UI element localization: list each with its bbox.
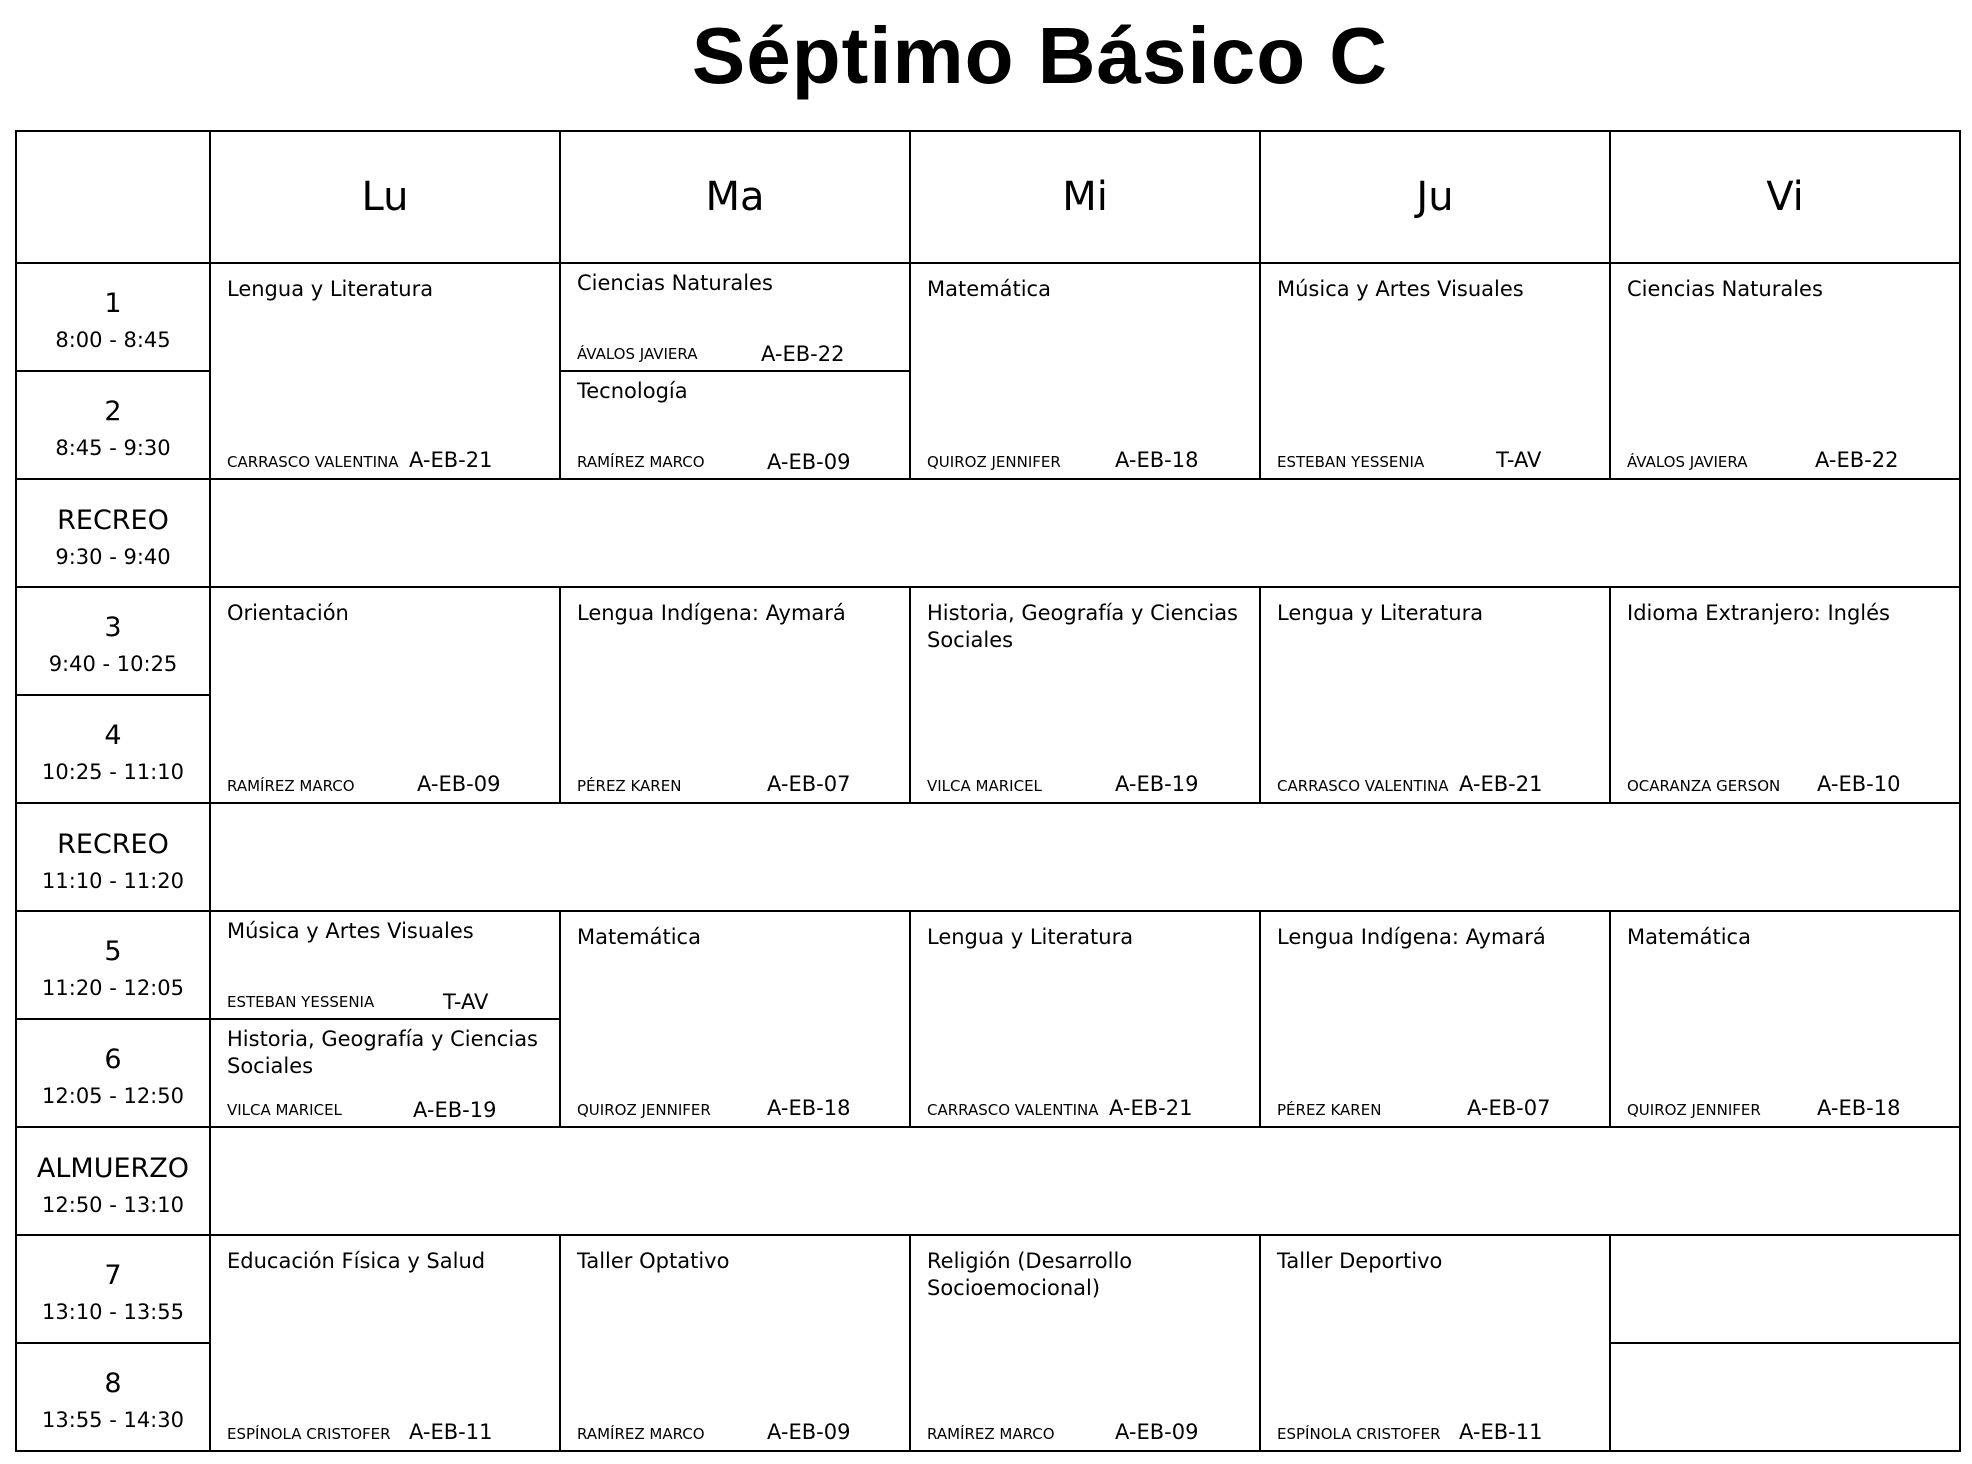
- subject-name: Música y Artes Visuales: [1277, 277, 1524, 301]
- teacher-name: QUIROZ JENNIFER: [1627, 1101, 1761, 1119]
- corner-cell: [16, 131, 210, 263]
- teacher-name: RAMÍREZ MARCO: [227, 777, 355, 795]
- period-time: 9:40 - 10:25: [48, 652, 178, 676]
- room-code: A-EB-07: [1467, 1096, 1551, 1120]
- room-code: A-EB-18: [1817, 1096, 1901, 1120]
- teacher-name: CARRASCO VALENTINA: [927, 1101, 1099, 1119]
- class-cell: [1260, 911, 1610, 1127]
- subject-name: Taller Optativo: [577, 1249, 730, 1273]
- class-cell: [560, 587, 910, 803]
- room-code: A-EB-21: [1459, 772, 1543, 796]
- break-row: [16, 479, 1960, 587]
- room-code: A-EB-21: [409, 448, 493, 472]
- break-row: [16, 1127, 1960, 1235]
- break-cell: [210, 1127, 1960, 1235]
- class-cell: [1260, 1235, 1610, 1451]
- subject-name: Orientación: [227, 601, 349, 625]
- subject-name: Matemática: [577, 925, 701, 949]
- day-header-ju: Ju: [1260, 131, 1610, 263]
- class-cell: [1610, 587, 1960, 803]
- break-name: ALMUERZO: [36, 1153, 190, 1184]
- period-time: 8:00 - 8:45: [55, 328, 171, 352]
- period-label-8: [16, 1343, 210, 1451]
- room-code: T-AV: [443, 990, 489, 1014]
- subject-name: Educación Física y Salud: [227, 1249, 486, 1273]
- day-header-mi: Mi: [910, 131, 1260, 263]
- day-header-ma: Ma: [560, 131, 910, 263]
- room-code: T-AV: [1496, 448, 1542, 472]
- period-number: 5: [104, 936, 122, 967]
- subject-name: Lengua Indígena: Aymará: [577, 601, 846, 625]
- period-time: 13:10 - 13:55: [42, 1300, 184, 1324]
- class-cell: [560, 263, 910, 371]
- room-code: A-EB-09: [1115, 1420, 1199, 1444]
- period-number: 6: [104, 1044, 122, 1075]
- break-name: RECREO: [57, 829, 169, 860]
- teacher-name: PÉREZ KAREN: [1277, 1101, 1382, 1119]
- room-code: A-EB-09: [417, 772, 501, 796]
- class-cell: [910, 587, 1260, 803]
- schedule-row: [16, 1235, 1960, 1343]
- day-header-vi: Vi: [1610, 131, 1960, 263]
- subject-name: Ciencias Naturales: [577, 271, 773, 295]
- break-time: 12:50 - 13:10: [42, 1193, 184, 1217]
- teacher-name: QUIROZ JENNIFER: [577, 1101, 711, 1119]
- break-name: RECREO: [57, 505, 169, 536]
- teacher-name: ESPÍNOLA CRISTOFER: [227, 1425, 391, 1443]
- break-cell: [210, 479, 1960, 587]
- schedule-row: [16, 587, 1960, 695]
- subject-name: Tecnología: [577, 379, 688, 403]
- period-number: 2: [104, 396, 122, 427]
- period-label-6: [16, 1019, 210, 1127]
- class-cell: [1610, 263, 1960, 479]
- schedule-table: [15, 130, 1961, 1452]
- room-code: A-EB-19: [413, 1098, 497, 1122]
- class-cell: [560, 1235, 910, 1451]
- teacher-name: OCARANZA GERSON: [1627, 777, 1781, 795]
- period-number: 1: [104, 288, 122, 319]
- schedule-row: [16, 911, 1960, 1019]
- class-cell: [910, 263, 1260, 479]
- class-cell: [1260, 263, 1610, 479]
- break-label: [16, 1127, 210, 1235]
- room-code: A-EB-18: [1115, 448, 1199, 472]
- room-code: A-EB-09: [767, 1420, 851, 1444]
- room-code: A-EB-22: [761, 342, 845, 366]
- teacher-name: ESPÍNOLA CRISTOFER: [1277, 1425, 1441, 1443]
- teacher-name: PÉREZ KAREN: [577, 777, 682, 795]
- teacher-name: ÁVALOS JAVIERA: [577, 345, 698, 363]
- class-cell: [910, 1235, 1260, 1451]
- subject-name: Lengua Indígena: Aymará: [1277, 925, 1546, 949]
- empty-cell: [1610, 1235, 1960, 1343]
- room-code: A-EB-18: [767, 1096, 851, 1120]
- room-code: A-EB-11: [1459, 1420, 1543, 1444]
- period-number: 4: [104, 720, 122, 751]
- period-time: 8:45 - 9:30: [55, 436, 171, 460]
- room-code: A-EB-21: [1109, 1096, 1193, 1120]
- break-label: [16, 479, 210, 587]
- subject-name: Música y Artes Visuales: [227, 919, 474, 943]
- teacher-name: QUIROZ JENNIFER: [927, 453, 1061, 471]
- room-code: A-EB-07: [767, 772, 851, 796]
- period-label-4: [16, 695, 210, 803]
- teacher-name: RAMÍREZ MARCO: [577, 453, 705, 471]
- teacher-name: RAMÍREZ MARCO: [577, 1425, 705, 1443]
- period-number: 3: [104, 612, 122, 643]
- break-time: 11:10 - 11:20: [42, 869, 184, 893]
- teacher-name: ESTEBAN YESSENIA: [1277, 453, 1425, 471]
- subject-name: Matemática: [927, 277, 1051, 301]
- teacher-name: CARRASCO VALENTINA: [1277, 777, 1449, 795]
- room-code: A-EB-11: [409, 1420, 493, 1444]
- subject-name: Religión (Desarrollo Socioemocional): [927, 1249, 1133, 1300]
- teacher-name: VILCA MARICEL: [927, 777, 1042, 795]
- subject-name: Historia, Geografía y Ciencias Sociales: [927, 601, 1239, 652]
- class-cell: [210, 263, 560, 479]
- class-cell: [210, 587, 560, 803]
- period-time: 13:55 - 14:30: [42, 1408, 184, 1432]
- teacher-name: RAMÍREZ MARCO: [927, 1425, 1055, 1443]
- break-label: [16, 803, 210, 911]
- class-cell: [560, 371, 910, 479]
- class-cell: [560, 911, 910, 1127]
- subject-name: Idioma Extranjero: Inglés: [1627, 601, 1891, 625]
- subject-name: Historia, Geografía y Ciencias Sociales: [227, 1027, 539, 1078]
- class-cell: [210, 911, 560, 1019]
- break-cell: [210, 803, 1960, 911]
- room-code: A-EB-10: [1817, 772, 1901, 796]
- subject-name: Taller Deportivo: [1277, 1249, 1443, 1273]
- teacher-name: ÁVALOS JAVIERA: [1627, 453, 1748, 471]
- class-cell: [210, 1019, 560, 1127]
- subject-name: Ciencias Naturales: [1627, 277, 1823, 301]
- class-cell: [910, 911, 1260, 1127]
- schedule-row: [16, 263, 1960, 371]
- teacher-name: VILCA MARICEL: [227, 1101, 342, 1119]
- period-number: 7: [104, 1260, 122, 1291]
- period-time: 11:20 - 12:05: [42, 976, 184, 1000]
- break-row: [16, 803, 1960, 911]
- period-time: 12:05 - 12:50: [42, 1084, 184, 1108]
- subject-name: Matemática: [1627, 925, 1751, 949]
- subject-name: Lengua y Literatura: [927, 925, 1134, 949]
- period-time: 10:25 - 11:10: [42, 760, 184, 784]
- room-code: A-EB-22: [1815, 448, 1899, 472]
- header-row: [16, 131, 1960, 263]
- period-label-5: [16, 911, 210, 1019]
- period-label-2: [16, 371, 210, 479]
- period-number: 8: [104, 1368, 122, 1399]
- class-cell: [1260, 587, 1610, 803]
- period-label-1: [16, 263, 210, 371]
- teacher-name: ESTEBAN YESSENIA: [227, 993, 375, 1011]
- subject-name: Lengua y Literatura: [227, 277, 434, 301]
- class-cell: [1610, 911, 1960, 1127]
- empty-cell: [1610, 1343, 1960, 1451]
- period-label-3: [16, 587, 210, 695]
- page-title: Séptimo Básico C: [691, 11, 1389, 100]
- room-code: A-EB-19: [1115, 772, 1199, 796]
- period-label-7: [16, 1235, 210, 1343]
- class-cell: [210, 1235, 560, 1451]
- subject-name: Lengua y Literatura: [1277, 601, 1484, 625]
- day-header-lu: Lu: [210, 131, 560, 263]
- room-code: A-EB-09: [767, 450, 851, 474]
- break-time: 9:30 - 9:40: [55, 545, 171, 569]
- teacher-name: CARRASCO VALENTINA: [227, 453, 399, 471]
